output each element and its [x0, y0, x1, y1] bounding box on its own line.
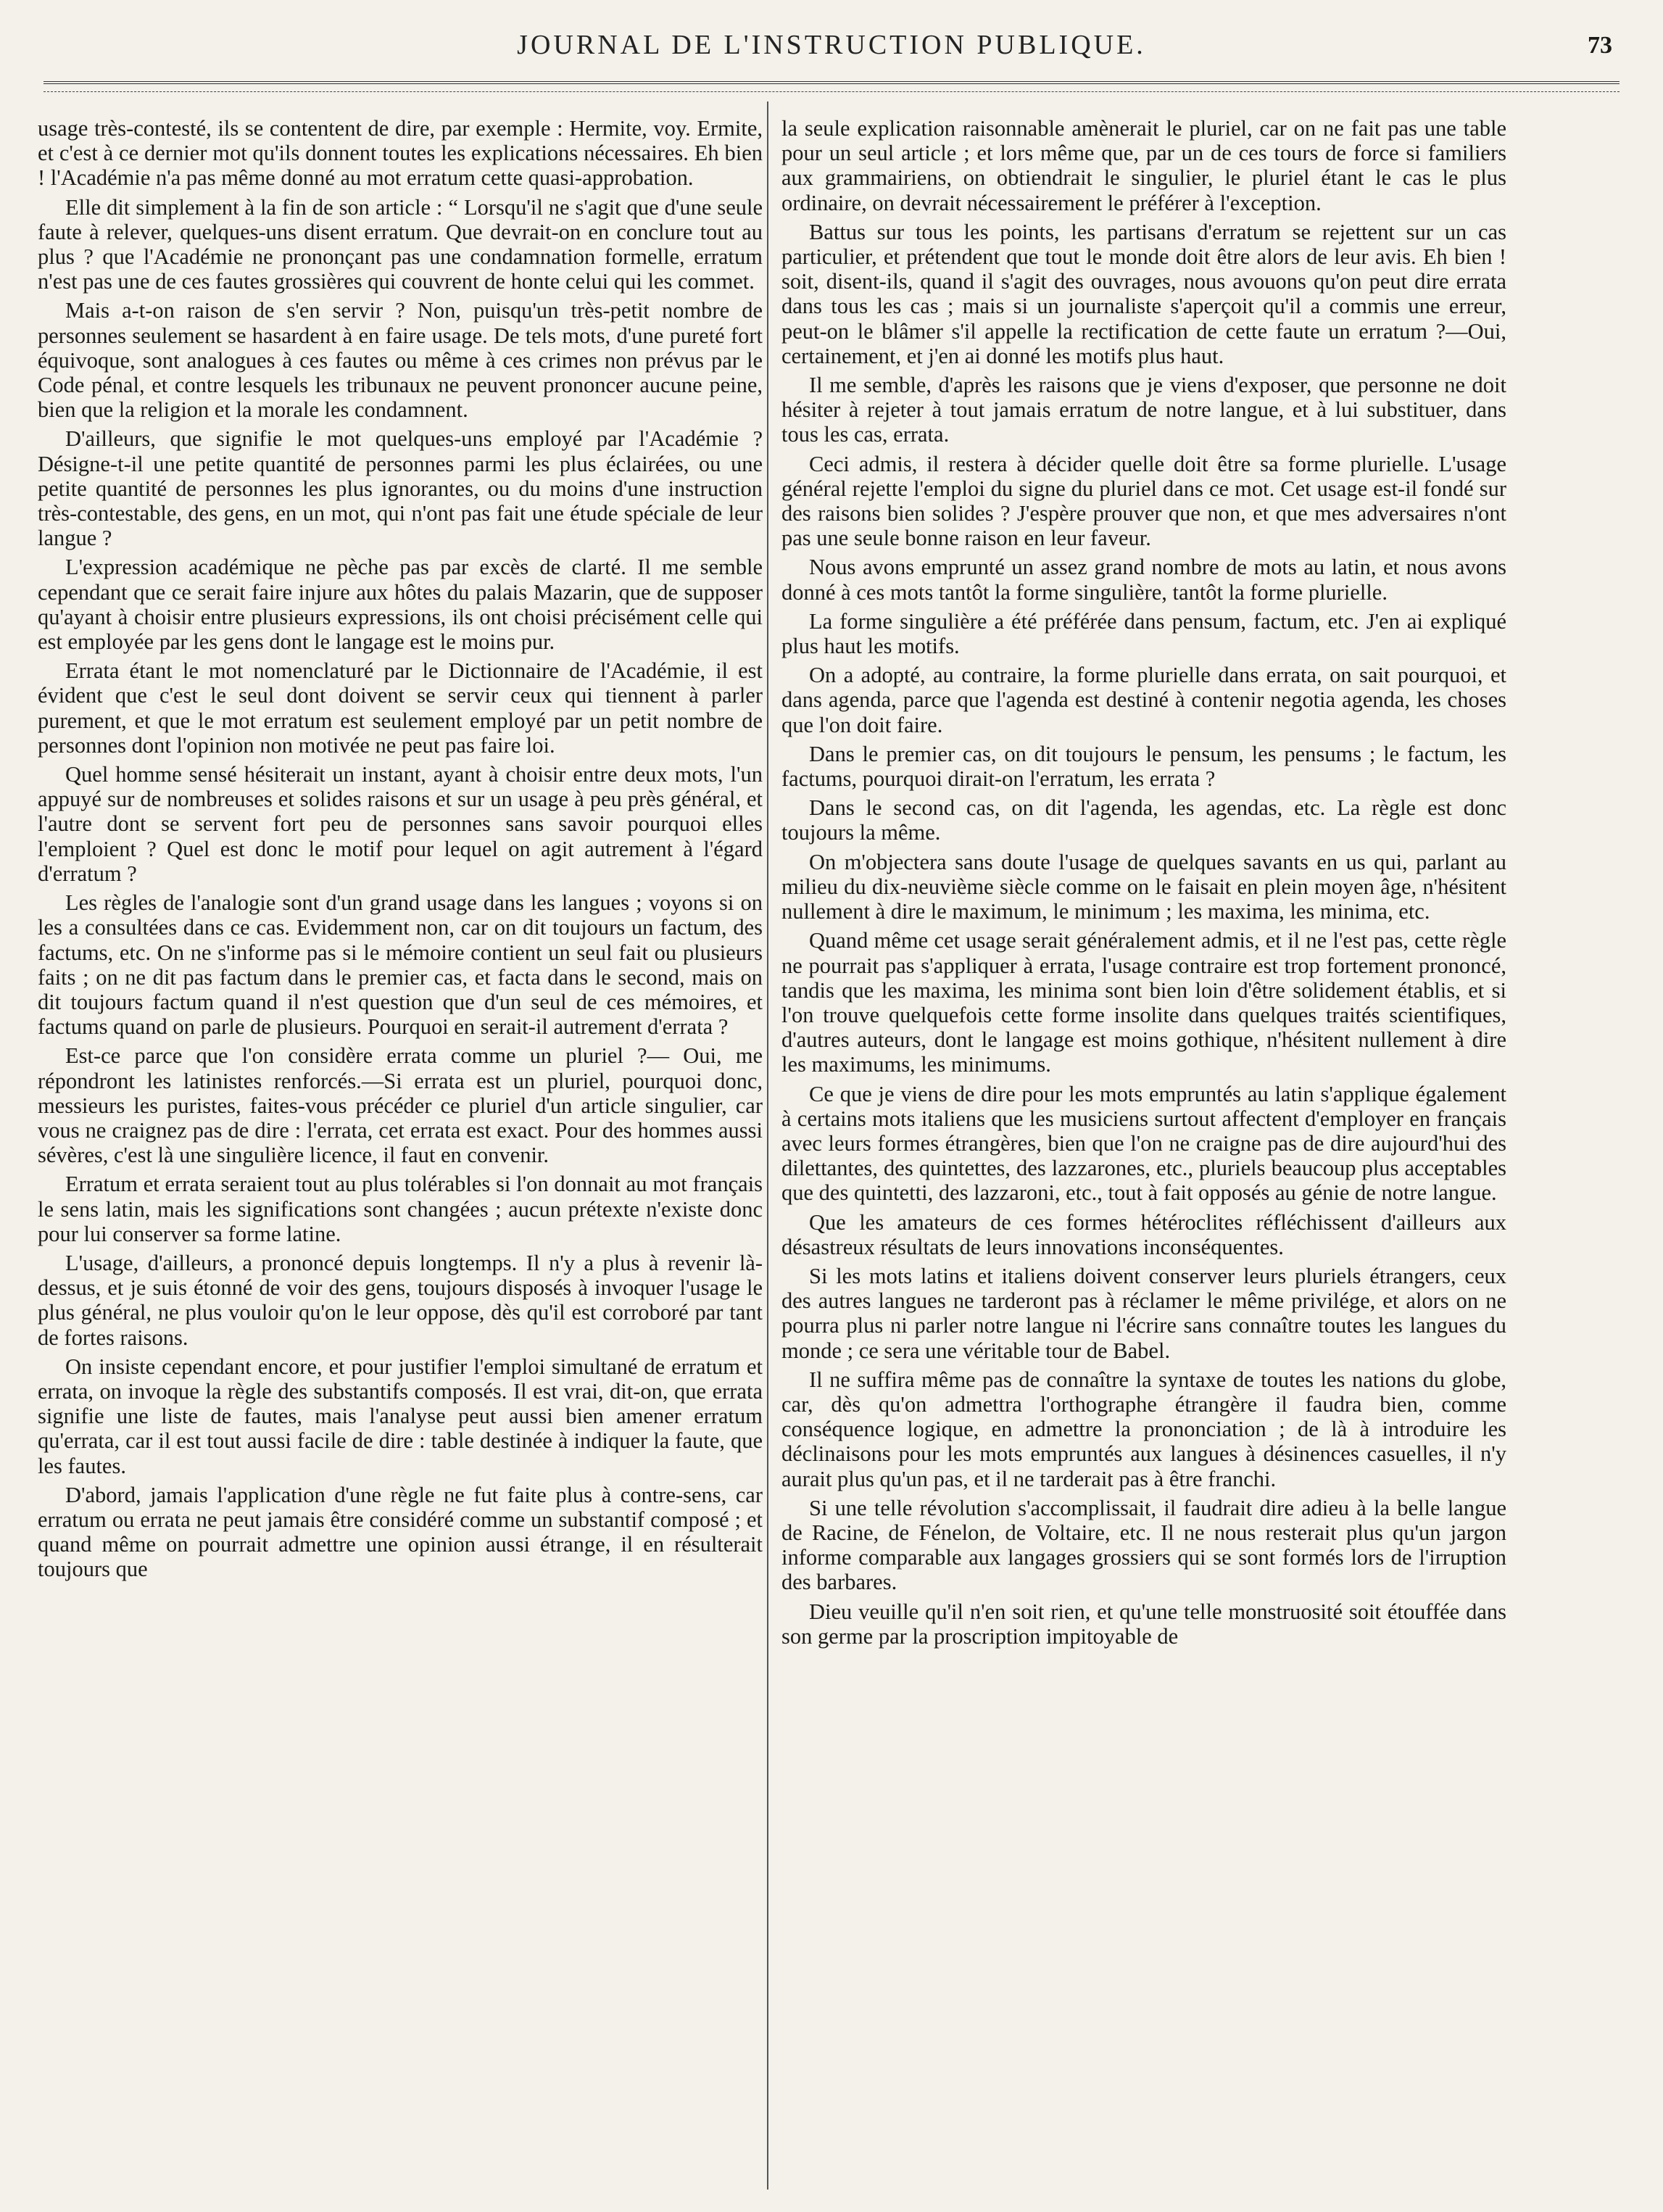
paragraph: On m'objectera sans doute l'usage de quelques savants en us qui, parlant au milieu du dix-neuvième siècle comme on le faisait en plein moyen âge, n'hésitent nullement à dire le maximum, le minimum ; les maxima, les minima, etc. [781, 849, 1506, 924]
paragraph: Dieu veuille qu'il n'en soit rien, et qu'une telle monstruosité soit étouffée dans son germe par la proscription impitoyable de [781, 1599, 1506, 1649]
paragraph: Il me semble, d'après les raisons que je viens d'exposer, que personne ne doit hésiter à rejeter à tout jamais erratum de notre langue, et à lui substituer, dans tous les cas, errata. [781, 373, 1506, 447]
paragraph: Si une telle révolution s'accomplissait, il faudrait dire adieu à la belle langue de Racine, de Fénelon, de Voltaire, etc. Il ne nous resterait plus qu'un jargon informe comparable aux langages grossiers qui se sont formés lors de l'irruption des barbares. [781, 1495, 1506, 1595]
paragraph: Mais a-t-on raison de s'en servir ? Non, puisqu'un très-petit nombre de personnes seulement se hasardent à en faire usage. De tels mots, d'une pureté fort équivoque, sont analogues à ces fautes ou même à ces crimes non prévus par le Code pénal, et contre lesquels les tribunaux ne peuvent prononcer aucune peine, bien que la religion et la morale les condamnent. [38, 298, 763, 423]
paragraph: Si les mots latins et italiens doivent conserver leurs pluriels étrangers, ceux des autres langues ne tarderont pas à réclamer le même privilége, et alors on ne pourra plus ni parler notre langue ni l'écrire sans connaître toutes les langues du monde ; ce sera une véritable tour de Babel. [781, 1263, 1506, 1363]
paragraph: Est-ce parce que l'on considère errata comme un pluriel ?— Oui, me répondront les latinistes renforcés.—Si errata est un pluriel, pourquoi donc, messieurs les puristes, faites-vous précéder ce pluriel d'un article singulier, car vous ne craignez pas de dire : l'errata, cet errata est exact. Pour des hommes aussi sévères, c'est là une singulière licence, il faut en convenir. [38, 1043, 763, 1168]
header-rule-dashed [43, 91, 1620, 92]
paragraph: la seule explication raisonnable amènerait le pluriel, car on ne fait pas une table pour un seul article ; et lors même que, par un de ces tours de force si familiers aux grammairiens, on obtiendrait le singulier, le pluriel étant le cas le plus ordinaire, on devrait nécessairement le préférer à l'exception. [781, 116, 1506, 215]
paragraph: Nous avons emprunté un assez grand nombre de mots au latin, et nous avons donné à ces mots tantôt la forme singulière, tantôt la forme plurielle. [781, 555, 1506, 605]
paragraph: Il ne suffira même pas de connaître la syntaxe de toutes les nations du globe, car, dès qu'on admettra l'orthographe étrangère il faudra bien, comme conséquence logique, en admettre la prononciation ; de là à introduire les déclinaisons pour les mots empruntés aux langues à désinences casuelles, il n'y aurait plus qu'un pas, et il ne tarderait pas à être franchi. [781, 1367, 1506, 1491]
paragraph: Erratum et errata seraient tout au plus tolérables si l'on donnait au mot français le sens latin, mais les significations sont changées ; aucun prétexte n'existe donc pour lui conserver sa forme latine. [38, 1172, 763, 1246]
paragraph: Battus sur tous les points, les partisans d'erratum se rejettent sur un cas particulier, et prétendent que tout le monde doit être alors de leur avis. Eh bien ! soit, disent-ils, quand il s'agit des ouvrages, nous avouons qu'on peut dire errata dans tous les cas ; mais si un journaliste s'aperçoit qu'il a commis une erreur, peut-on le blâmer s'il appelle la rectification de cette faute un erratum ?—Oui, certainement, et j'en ai donné les motifs plus haut. [781, 219, 1506, 368]
paragraph: L'expression académique ne pèche pas par excès de clarté. Il me semble cependant que ce serait faire injure aux hôtes du palais Mazarin, que de supposer qu'ayant à choisir entre plusieurs expressions, ils ont choisi précisément celle qui est employée par les gens dont le langage est le moins pur. [38, 555, 763, 655]
right-column [781, 116, 1506, 2175]
paragraph: Errata étant le mot nomenclaturé par le Dictionnaire de l'Académie, il est évident que c'est le seul dont doivent se servir ceux qui tiennent à parler purement, et que le mot erratum est seulement employé par un petit nombre de personnes dont l'opinion non motivée ne peut pas faire loi. [38, 658, 763, 758]
paragraph: On a adopté, au contraire, la forme plurielle dans errata, on sait pourquoi, et dans agenda, parce que l'agenda est destiné à contenir negotia agenda, les choses que l'on doit faire. [781, 663, 1506, 737]
paragraph: Dans le premier cas, on dit toujours le pensum, les pensums ; le factum, les factums, pourquoi dirait-on l'erratum, les errata ? [781, 741, 1506, 792]
paragraph: Quand même cet usage serait généralement admis, et il ne l'est pas, cette règle ne pourrait pas s'appliquer à errata, l'usage contraire est trop fortement prononcé, tandis que les maxima, les minima sont bien loin d'être solidement établis, et si l'on trouve quelquefois cette forme insolite dans quelques traités scientifiques, d'autres auteurs, dont le langage est moins gothique, n'hésitent nullement à dire les maximums, les minimums. [781, 928, 1506, 1077]
page-number: 73 [1588, 32, 1612, 59]
paragraph: Que les amateurs de ces formes hétéroclites réfléchissent d'ailleurs aux désastreux résultats de leurs innovations inconséquentes. [781, 1209, 1506, 1259]
paragraph: On insiste cependant encore, et pour justifier l'emploi simultané de erratum et errata, on invoque la règle des substantifs composés. Il est vrai, dit-on, que errata signifie une liste de fautes, mais l'analyse peut aussi bien amener erratum qu'errata, car il est tout aussi facile de dire : table destinée à indiquer la faute, que les fautes. [38, 1354, 763, 1478]
left-column [38, 116, 763, 2175]
paragraph: Elle dit simplement à la fin de son article : “ Lorsqu'il ne s'agit que d'une seule faute à relever, quelques-uns disent erratum. Que devrait-on en conclure tout au plus ? que l'Académie ne prononçant pas une condamnation formelle, erratum n'est pas une de ces fautes grossières qui couvrent de honte celui qui les commet. [38, 194, 763, 294]
paragraph: usage très-contesté, ils se contentent de dire, par exemple : Hermite, voy. Ermite, et c'est à ce dernier mot qu'ils donnent toutes les explications nécessaires. Eh bien ! l'Académie n'a pas même donné au mot erratum cette quasi-approbation. [38, 116, 763, 191]
paragraph: D'abord, jamais l'application d'une règle ne fut faite plus à contre-sens, car erratum ou errata ne peut jamais être considéré comme un substantif composé ; et quand même on pourrait admettre une opinion aussi étrange, il en résulterait toujours que [38, 1482, 763, 1582]
paragraph: Quel homme sensé hésiterait un instant, ayant à choisir entre deux mots, l'un appuyé sur de nombreuses et solides raisons et sur un usage à peu près général, et l'autre dont se servent fort peu de personnes sans savoir pourquoi elles l'emploient ? Quel est donc le motif pour lequel on agit autrement à l'égard d'erratum ? [38, 762, 763, 886]
column-divider [767, 102, 768, 2190]
paragraph: Ce que je viens de dire pour les mots empruntés au latin s'applique également à certains mots italiens que les musiciens surtout affectent d'employer en français avec leurs formes étrangères, bien que l'on ne craigne pas de dire aujourd'hui des dilettantes, des quintettes, des lazzarones, etc., pluriels beaucoup plus acceptables que des quintetti, des lazzaroni, etc., tout à fait opposés au génie de notre langue. [781, 1081, 1506, 1206]
paragraph: Dans le second cas, on dit l'agenda, les agendas, etc. La règle est donc toujours la même. [781, 795, 1506, 845]
paragraph: Ceci admis, il restera à décider quelle doit être sa forme plurielle. L'usage général rejette l'emploi du signe du pluriel dans ce mot. Cet usage est-il fondé sur des raisons bien solides ? J'espère prouver que non, et que mes adversaires n'ont pas une seule bonne raison en leur faveur. [781, 451, 1506, 551]
running-title: JOURNAL DE L'INSTRUCTION PUBLIQUE. [517, 30, 1146, 60]
page-header [43, 29, 1620, 67]
paragraph: Les règles de l'analogie sont d'un grand usage dans les langues ; voyons si on les a consultées dans ce cas. Evidemment non, car on dit toujours un factum, des factums, etc. On ne s'informe pas si le mémoire contient un seul fait ou plusieurs faits ; on ne dit pas factum dans le premier cas, et facta dans le second, mais on dit toujours factum quand il n'est question que d'un seul de ces mémoires, et factums quand on parle de plusieurs. Pourquoi en serait-il autrement d'errata ? [38, 890, 763, 1040]
header-rule [43, 81, 1620, 84]
paragraph: La forme singulière a été préférée dans pensum, factum, etc. J'en ai expliqué plus haut les motifs. [781, 608, 1506, 659]
paragraph: L'usage, d'ailleurs, a prononcé depuis longtemps. Il n'y a plus à revenir là-dessus, et je suis étonné de voir des gens, toujours disposés à invoquer l'usage le plus général, ne plus vouloir qu'on le leur oppose, dès qu'il est corroboré par tant de fortes raisons. [38, 1250, 763, 1350]
paragraph: D'ailleurs, que signifie le mot quelques-uns employé par l'Académie ? Désigne-t-il une petite quantité de personnes parmi les plus éclairées, ou une petite quantité de personnes les plus ignorantes, ou du moins d'une instruction très-contestable, des gens, en un mot, qui n'ont pas fait une étude spéciale de leur langue ? [38, 426, 763, 551]
